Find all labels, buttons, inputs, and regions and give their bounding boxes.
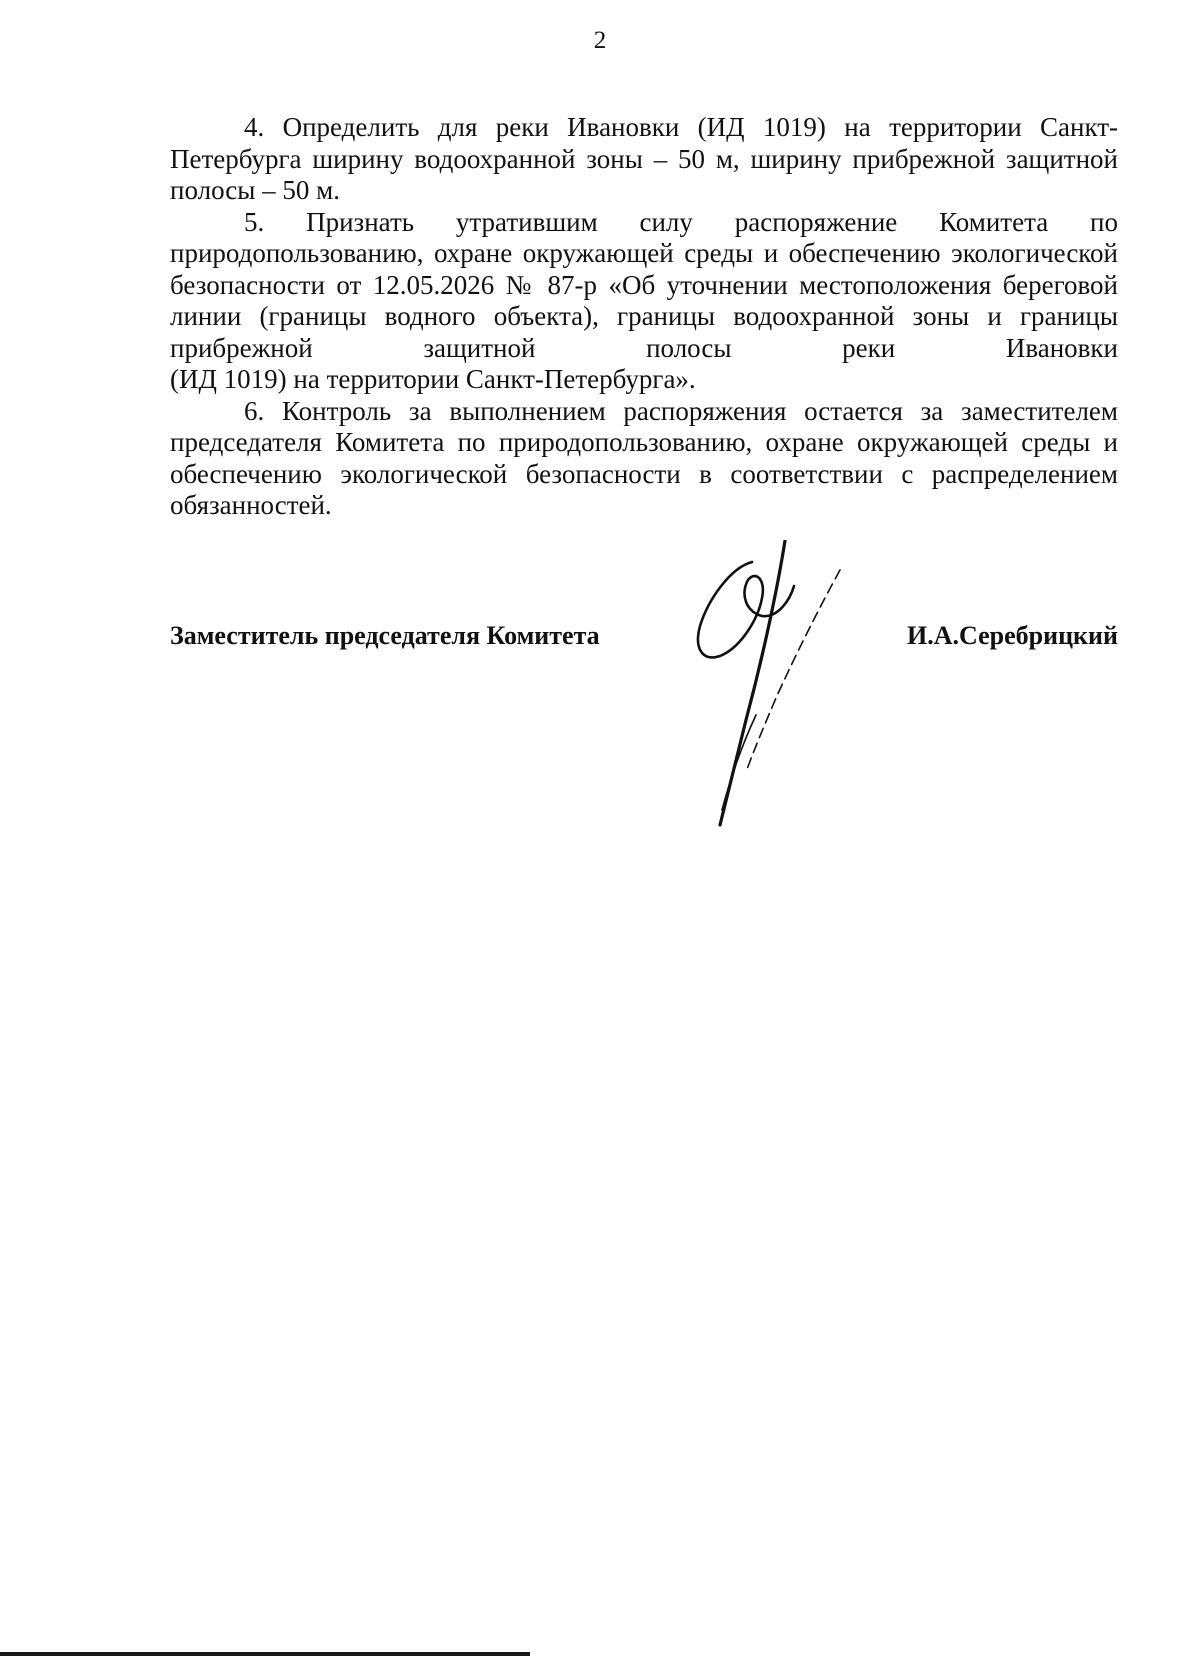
paragraph-5-tail: (ИД 1019) на территории Санкт-Петербурга». xyxy=(170,364,696,394)
signer-title: Заместитель председателя Комитета xyxy=(170,621,600,650)
signature-stroke-diagonal xyxy=(746,570,840,772)
page-number: 2 xyxy=(593,27,607,54)
paragraph-5-main: 5. Признать утратившим силу распоряжение Комитета по природопользованию, охране окружающей среды и обеспечению экологической безопасности от 12.05.2026 № 87-р «Об уточнении местоположения береговой линии (границы водного объекта), границы водоохранной зоны и границы прибрежной защитной полосы реки Ивановки xyxy=(170,206,1118,363)
signer-name: И.А.Серебрицкий xyxy=(907,621,1118,650)
paragraph-6: 6. Контроль за выполнением распоряжения остается за заместителем председателя Комитета по природопользованию, охране окружающей среды и обеспечению экологической безопасности в соответствии с распределением обязанностей. xyxy=(170,395,1118,520)
signature-block xyxy=(170,620,1118,660)
handwritten-signature xyxy=(690,540,890,830)
paragraph-5 xyxy=(170,207,1118,396)
scan-edge-line xyxy=(0,1652,530,1656)
paragraph-4: 4. Определить для реки Ивановки (ИД 1019) на территории Санкт-Петербурга ширину водоохранной зоны – 50 м, ширину прибрежной защитной полосы – 50 м. xyxy=(170,112,1118,205)
document-body xyxy=(170,112,1118,522)
